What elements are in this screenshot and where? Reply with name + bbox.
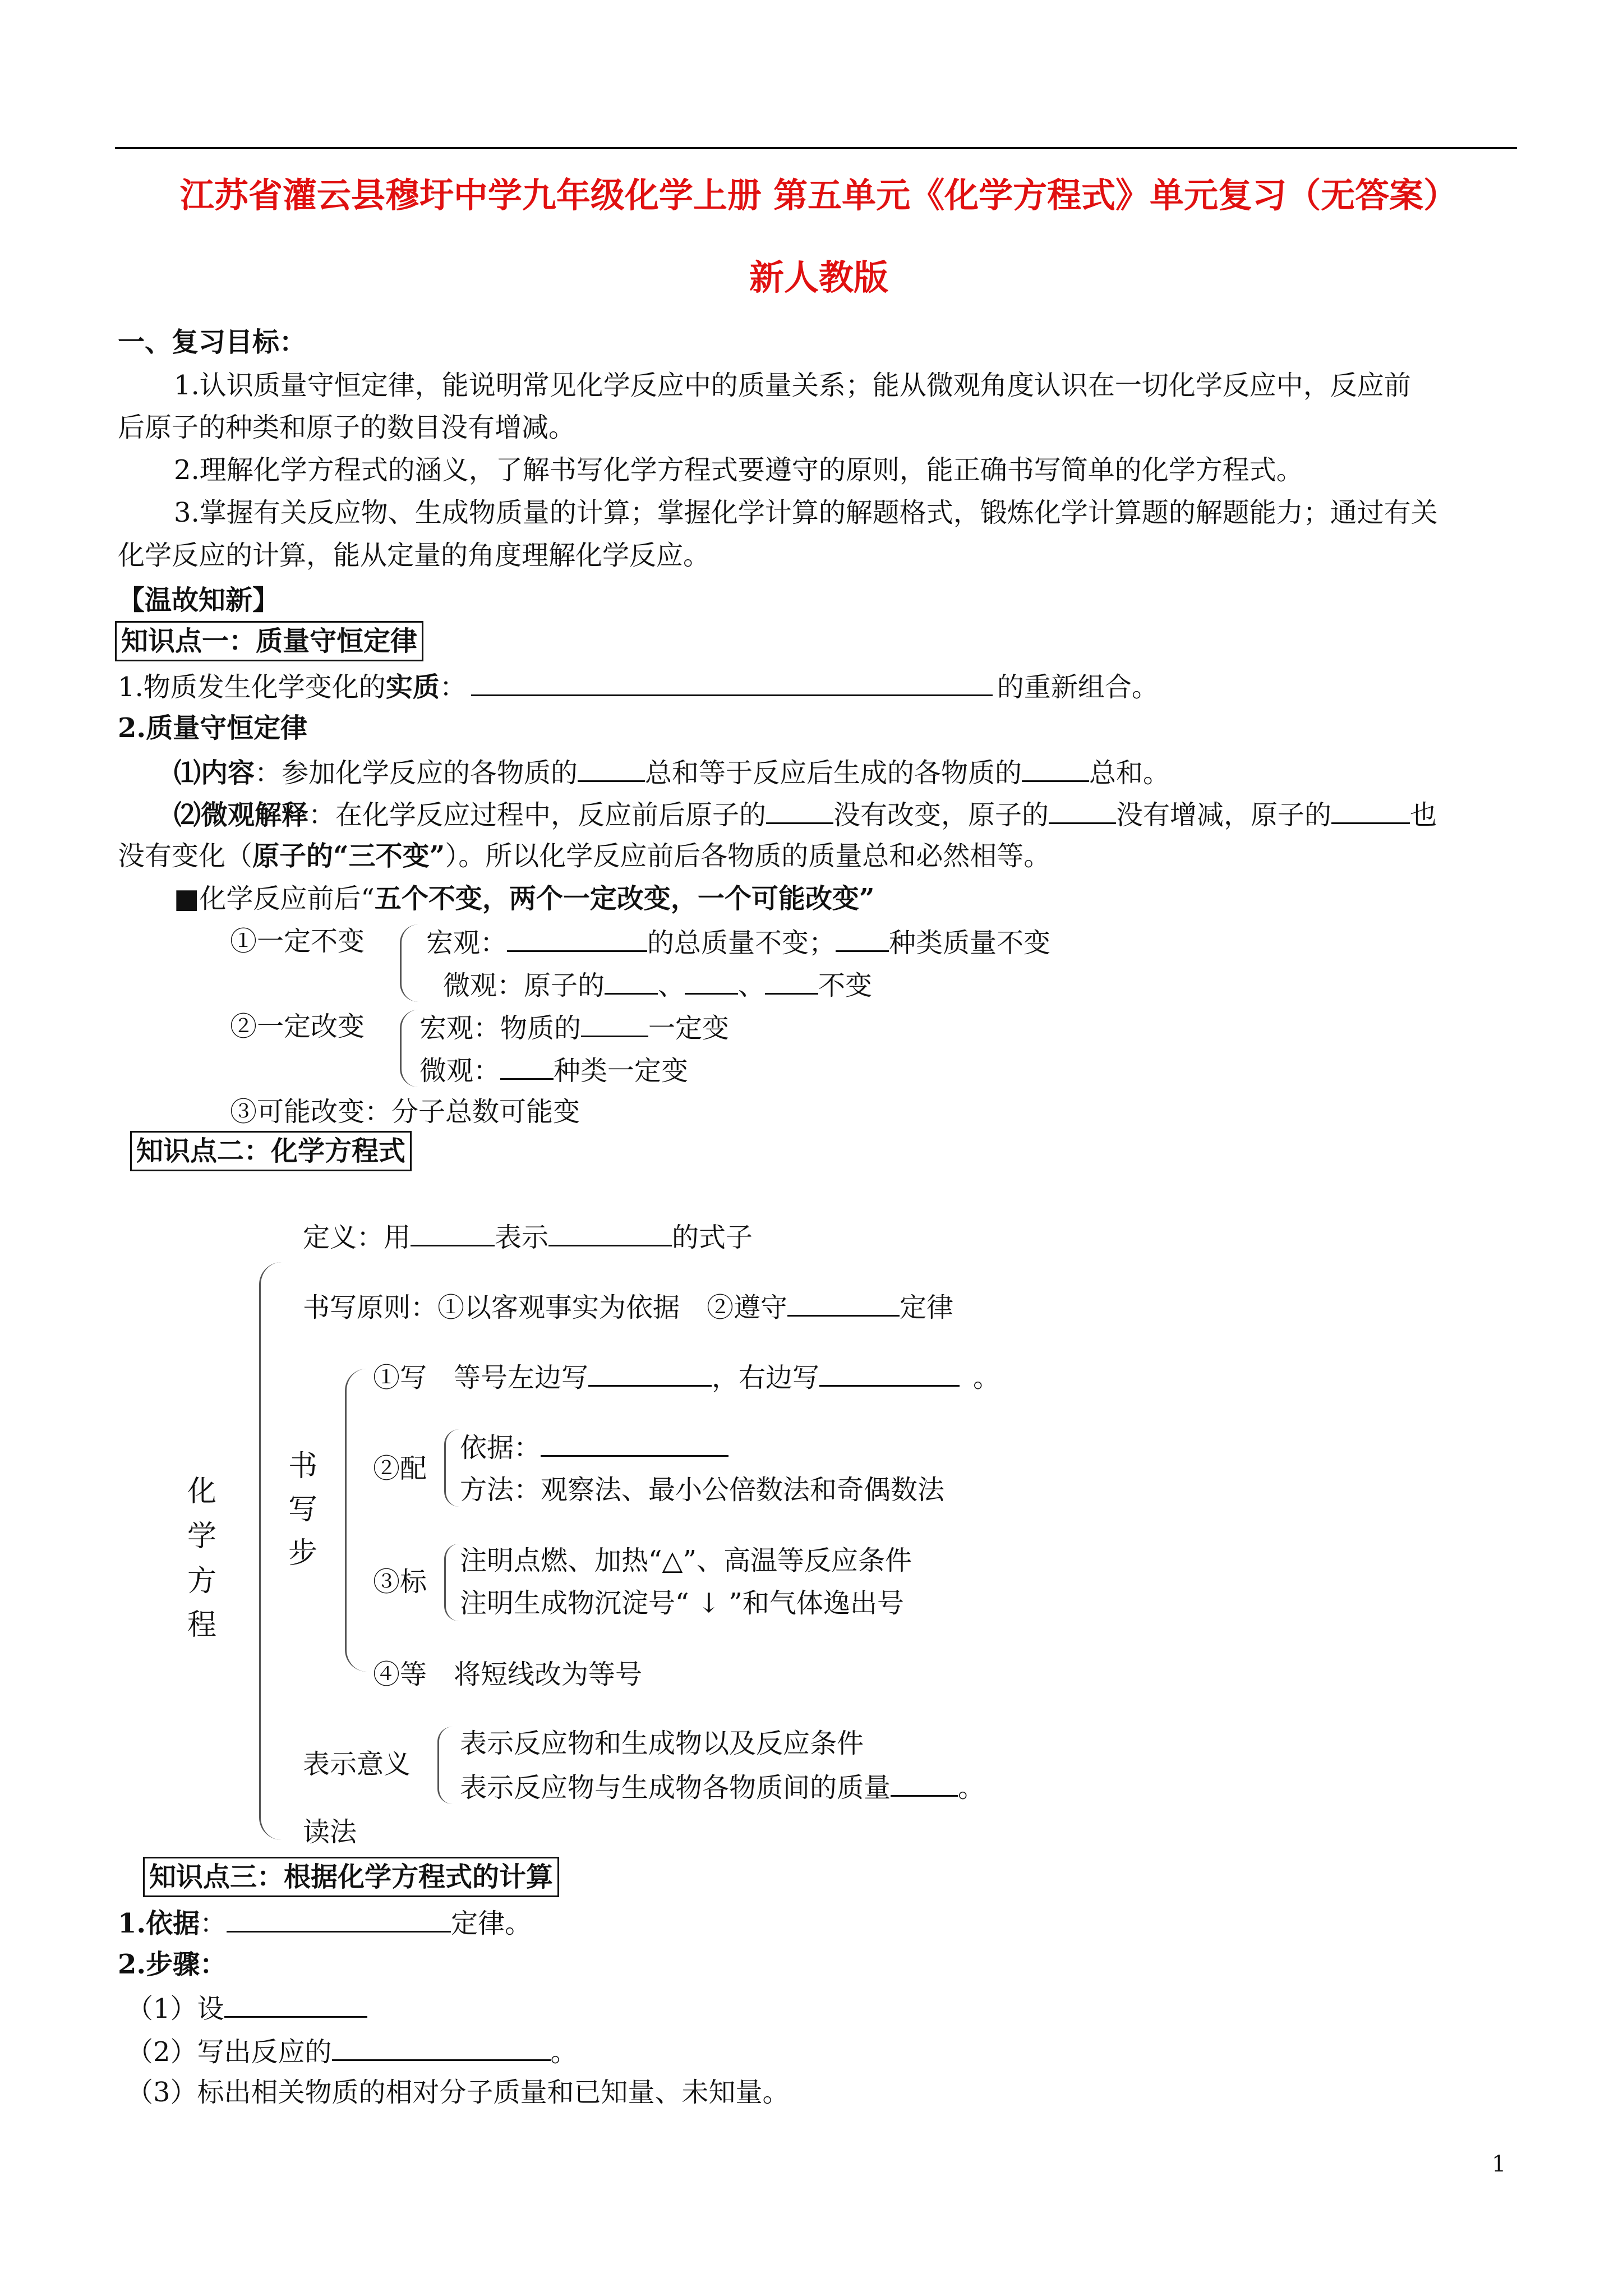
content-c: 总和。 <box>1089 757 1170 789</box>
main-label-char-2: 学 <box>187 1520 216 1553</box>
blank-c1-macro-2[interactable] <box>836 924 889 952</box>
basis-label: 1.依据 <box>118 1908 200 1939</box>
kp3-basis <box>118 1905 532 1940</box>
def-c: 的式子 <box>672 1222 753 1253</box>
kp2-main-brace <box>259 1262 283 1840</box>
c1-macro-a: 宏观： <box>426 927 508 959</box>
blank-micro-2[interactable] <box>1049 797 1116 824</box>
top-rule <box>115 147 1517 149</box>
kp1-micro <box>174 797 1437 832</box>
blank-basis[interactable] <box>227 1905 451 1932</box>
def-b: 表示 <box>495 1222 549 1253</box>
step-2-label: ②配 <box>373 1453 427 1484</box>
c2-macro <box>419 1010 729 1045</box>
goal-2: 2.理解化学方程式的涵义，了解书写化学方程式要遵守的原则，能正确书写简单的化学方程式。 <box>174 454 1303 486</box>
kp3-step-3: （3）标出相关物质的相对分子质量和已知量、未知量。 <box>126 2077 790 2108</box>
micro-b: 没有改变，原子的 <box>833 799 1049 831</box>
kp1-line1 <box>118 669 1159 704</box>
blank-principle[interactable] <box>787 1289 900 1317</box>
step-3-a: 注明点燃、加热“△”、高温等反应条件 <box>460 1545 912 1576</box>
principle-a: 书写原则：①以客观事实为依据 ②遵守 <box>303 1292 788 1323</box>
s1-b: ，右边写 <box>712 1362 820 1393</box>
st1-text: （1）设 <box>126 1993 224 2024</box>
s1-a: ①写 等号左边写 <box>373 1362 589 1393</box>
blank-essence[interactable] <box>471 669 993 696</box>
content-label: ⑴内容 <box>174 757 255 789</box>
micro2-a: 没有变化（ <box>118 840 253 872</box>
blank-s2-basis[interactable] <box>541 1429 728 1457</box>
kp3-step-2 <box>126 2033 578 2069</box>
main-label-char-4: 程 <box>187 1608 216 1642</box>
step-2-brace <box>444 1429 459 1507</box>
goals-heading: 一、复习目标： <box>118 326 307 358</box>
st2-b: 。 <box>550 2036 578 2068</box>
content-b: 总和等于反应后生成的各物质的 <box>645 757 1022 789</box>
kp1-box: 知识点一：质量守恒定律 <box>115 621 423 661</box>
meaning-b-text: 表示反应物与生成物各物质间的质量 <box>460 1772 891 1803</box>
c1-micro <box>443 967 872 1002</box>
c1-macro <box>426 924 1050 960</box>
kp1-line1-colon: ： <box>439 671 467 703</box>
step-3-b: 注明生成物沉淀号“ ↓ ”和气体逸出号 <box>460 1588 904 1619</box>
blank-s1-right[interactable] <box>819 1359 960 1387</box>
basis-b: 定律。 <box>451 1908 532 1939</box>
steps-label-char-1: 书 <box>288 1450 317 1483</box>
page-number: 1 <box>1492 2151 1506 2177</box>
kp1-square <box>174 882 875 915</box>
kp2-definition <box>303 1219 753 1254</box>
micro-c: 没有增减，原子的 <box>1116 799 1332 831</box>
content-a: ：参加化学反应的各物质的 <box>255 757 578 789</box>
kp3-steps: 2.步骤： <box>118 1949 227 1980</box>
micro-label: ⑵微观解释 <box>174 799 309 831</box>
c3: ③可能改变：分子总数可能变 <box>230 1096 580 1128</box>
blank-s1-left[interactable] <box>588 1359 712 1387</box>
s2-basis: 依据： <box>460 1432 541 1464</box>
square-a: ■化学反应前后“ <box>174 883 375 914</box>
blank-meaning[interactable] <box>891 1769 958 1797</box>
kp3-box: 知识点三：根据化学方程式的计算 <box>143 1857 559 1897</box>
step-2-basis <box>460 1429 728 1465</box>
micro2-bold: 原子的“三不变” <box>252 840 445 872</box>
blank-c1-micro-1[interactable] <box>605 967 658 995</box>
meaning-brace <box>437 1727 453 1804</box>
kp1-content <box>174 754 1170 790</box>
kp1-line1-suffix: 的重新组合。 <box>997 671 1159 703</box>
main-label-char-1: 化 <box>187 1475 216 1508</box>
kp2-principle <box>303 1289 953 1324</box>
principle-b: 定律 <box>900 1292 954 1323</box>
basis-a: ： <box>200 1908 227 1939</box>
step-1 <box>373 1359 1000 1395</box>
c2-macro-b: 一定变 <box>648 1013 730 1044</box>
blank-c1-micro-2[interactable] <box>685 967 738 995</box>
blank-def-1[interactable] <box>411 1219 495 1246</box>
c2-label: ②一定改变 <box>230 1011 365 1042</box>
blank-content-1[interactable] <box>578 754 645 782</box>
blank-c2-micro[interactable] <box>500 1052 554 1080</box>
blank-micro-1[interactable] <box>766 797 833 824</box>
c1-micro-sep-2: 、 <box>738 970 766 1001</box>
blank-st2[interactable] <box>332 2033 551 2061</box>
square-bold: 五个不变，两个一定改变，一个可能改变” <box>374 883 875 914</box>
blank-content-2[interactable] <box>1022 754 1089 782</box>
step-4: ④等 将短线改为等号 <box>373 1659 643 1690</box>
step-3-label: ③标 <box>373 1566 427 1598</box>
c2-macro-a: 宏观：物质的 <box>419 1013 582 1044</box>
c1-label: ①一定不变 <box>230 926 365 957</box>
blank-st1[interactable] <box>224 1990 367 2018</box>
def-a: 定义：用 <box>303 1222 411 1253</box>
st2-a: （2）写出反应的 <box>126 2036 332 2068</box>
blank-def-2[interactable] <box>548 1219 672 1246</box>
steps-label-char-2: 写 <box>288 1493 317 1526</box>
micro-d: 也 <box>1410 799 1437 831</box>
blank-micro-3[interactable] <box>1331 797 1410 824</box>
meaning-a: 表示反应物和生成物以及反应条件 <box>460 1728 864 1759</box>
micro2-b: ）。所以化学反应前后各物质的质量总和必然相等。 <box>445 840 1051 872</box>
kp1-micro2 <box>118 839 1050 873</box>
meaning-end: 。 <box>958 1772 985 1803</box>
kp1-line2: 2.质量守恒定律 <box>118 712 308 744</box>
doc-title-line1: 江苏省灌云县穆圩中学九年级化学上册 第五单元《化学方程式》单元复习（无答案） <box>179 176 1458 215</box>
c1-brace <box>400 924 418 1002</box>
blank-c1-macro-1[interactable] <box>507 924 647 952</box>
meaning-label: 表示意义 <box>303 1749 411 1780</box>
kp3-step-1 <box>126 1990 367 2026</box>
steps-brace <box>345 1369 367 1672</box>
meaning-b <box>460 1769 985 1805</box>
s1-c: 。 <box>973 1362 1000 1393</box>
blank-c2-macro[interactable] <box>581 1010 648 1037</box>
kp2-box: 知识点二：化学方程式 <box>130 1131 412 1171</box>
goal-3b: 化学反应的计算，能从定量的角度理解化学反应。 <box>118 540 711 571</box>
main-label-char-3: 方 <box>187 1565 216 1598</box>
c1-micro-end: 不变 <box>818 970 873 1001</box>
kp1-line1-prefix: 1.物质发生化学变化的 <box>118 671 386 703</box>
goal-1b: 后原子的种类和原子的数目没有增减。 <box>118 412 576 443</box>
c2-brace <box>400 1010 418 1087</box>
step-2-method: 方法：观察法、最小公倍数法和奇偶数法 <box>460 1474 945 1506</box>
c1-micro-a: 微观：原子的 <box>443 970 605 1001</box>
c2-micro-a: 微观： <box>419 1055 501 1087</box>
doc-title-line2: 新人教版 <box>749 257 888 298</box>
goal-3a: 3.掌握有关反应物、生成物质量的计算；掌握化学计算的解题格式，锻炼化学计算题的解题能力；通过有关 <box>174 497 1438 528</box>
c1-macro-c: 种类质量不变 <box>889 927 1051 959</box>
c2-micro <box>419 1052 688 1088</box>
micro-a: ：在化学反应过程中，反应前后原子的 <box>308 799 767 831</box>
c1-macro-b: 的总质量不变； <box>647 927 836 959</box>
kp1-line1-bold: 实质 <box>385 671 440 703</box>
steps-label-char-3: 步 <box>288 1536 317 1567</box>
step-3-brace <box>444 1544 459 1621</box>
c2-micro-b: 种类一定变 <box>554 1055 689 1087</box>
review-heading: 【温故知新】 <box>118 585 280 616</box>
c1-micro-sep-1: 、 <box>658 970 685 1001</box>
goal-1a: 1.认识质量守恒定律，能说明常见化学反应中的质量关系；能从微观角度认识在一切化学反应中，反应前 <box>174 370 1411 401</box>
blank-c1-micro-3[interactable] <box>765 967 818 995</box>
reading: 读法 <box>303 1816 357 1848</box>
